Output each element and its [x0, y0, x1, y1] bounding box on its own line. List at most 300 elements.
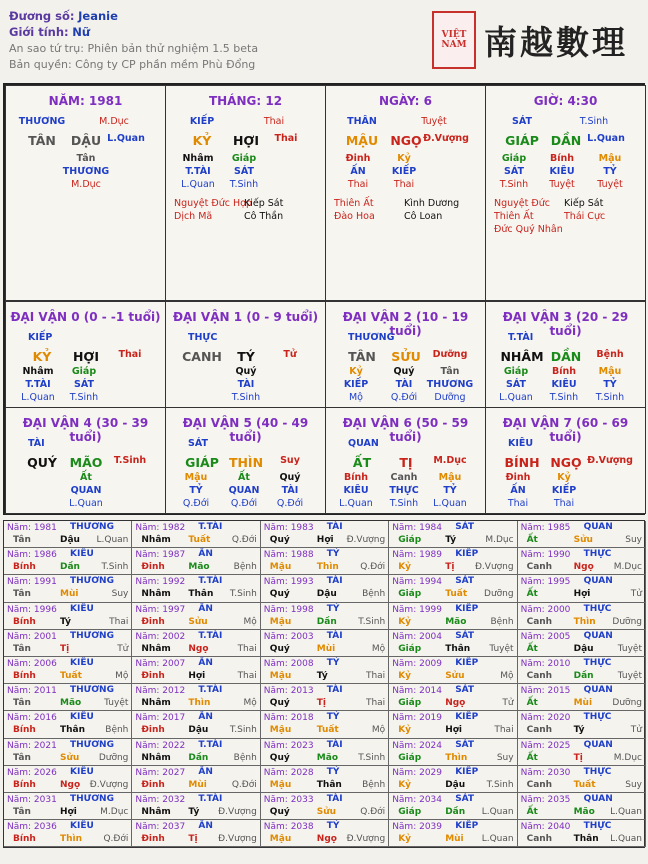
hidden-stage: Q.Đới	[182, 498, 210, 509]
hidden-god: T.TÀI	[25, 379, 51, 390]
year-cell	[261, 739, 389, 766]
year-can: Ất	[526, 752, 538, 763]
year-label: Năm: 2012	[135, 686, 186, 697]
pillar-can-star: KIẾP	[189, 116, 215, 127]
year-chi: Mão	[188, 562, 210, 573]
year-stage: Mộ	[500, 671, 514, 681]
year-stage: Bệnh	[362, 779, 386, 790]
year-stage: L.Quan	[610, 834, 642, 845]
year-stage: Thai	[237, 671, 257, 681]
hidden-god: QUAN	[70, 485, 102, 496]
dai-van-title: ĐẠI VẬN 1 (0 - 9 tuổi)	[172, 310, 319, 324]
year-stage: Dưỡng	[98, 752, 129, 763]
year-can: Giáp	[398, 643, 422, 654]
year-cell	[261, 575, 389, 602]
hidden-stem: Giáp	[71, 366, 97, 377]
year-cell	[132, 657, 260, 684]
pillar-can-star: SÁT	[512, 116, 532, 127]
dai-van-chi: TỊ	[399, 455, 413, 470]
dai-van-god: THỰC	[188, 332, 218, 343]
year-can: Kỷ	[398, 725, 412, 736]
year-stage: Bệnh	[233, 562, 257, 573]
year-chi: Mão	[445, 616, 467, 627]
year-stage: L.Quan	[96, 535, 129, 545]
dai-van-can: KỶ	[32, 349, 52, 364]
year-can: Bính	[13, 671, 36, 681]
year-chi: Sửu	[188, 616, 208, 627]
year-can: Bính	[13, 779, 36, 790]
dai-van-stage: M.Dục	[433, 455, 467, 466]
hidden-god: TỶ	[603, 379, 617, 390]
year-cell	[518, 657, 646, 684]
year-can: Đinh	[141, 725, 165, 736]
year-stage: T.Sinh	[229, 589, 257, 600]
year-stage: Dưỡng	[612, 698, 642, 709]
year-stage: T.Sinh	[358, 616, 386, 627]
year-chi: Dậu	[445, 779, 466, 790]
year-stage: Mộ	[115, 671, 129, 681]
year-can: Tân	[13, 698, 31, 709]
year-label: Năm: 2023	[263, 740, 314, 751]
year-god: T.TÀI	[198, 630, 223, 641]
year-chi: Hợi	[60, 807, 77, 817]
year-can: Ất	[526, 535, 538, 545]
year-label: Năm: 2036	[7, 822, 57, 833]
year-chi: Mão	[316, 752, 339, 763]
hidden-stem: Giáp	[503, 366, 529, 377]
year-can: Bính	[13, 562, 36, 573]
dai-van-stage: Thai	[118, 349, 142, 360]
hidden-stage: Tuyệt	[549, 179, 575, 190]
year-can: Tân	[13, 643, 31, 654]
hidden-stage: T.Sinh	[229, 179, 259, 190]
year-can: Quý	[269, 643, 290, 654]
pillar-cell	[325, 85, 486, 301]
year-stage: Mộ	[371, 643, 386, 654]
hidden-stem: Mậu	[598, 153, 622, 164]
year-chi: Tý	[573, 725, 585, 736]
special-star: Đào Hoa	[334, 211, 375, 222]
year-god: THỰC	[583, 658, 612, 668]
year-god: KIÊU	[70, 712, 94, 723]
pillar-can-star: THÂN	[347, 116, 377, 127]
special-star: Cô Loan	[404, 211, 443, 222]
year-stage: T.Sinh	[486, 779, 514, 790]
year-god: SÁT	[455, 794, 475, 804]
year-chi: Mùi	[573, 698, 593, 709]
year-can: Tân	[13, 589, 31, 600]
year-chi: Thìn	[188, 698, 211, 709]
year-can: Bính	[13, 725, 36, 736]
year-chi: Thân	[316, 779, 342, 790]
special-star: Kiếp Sát	[244, 198, 284, 209]
year-cell	[389, 766, 517, 793]
year-cell	[518, 711, 646, 738]
year-stage: Tuyệt	[104, 698, 129, 709]
hidden-stage: Q.Đới	[390, 392, 418, 403]
year-stage: T.Sinh	[229, 725, 257, 736]
pillar-can: TÂN	[28, 133, 56, 148]
year-cell	[518, 521, 646, 548]
hidden-stem: Kỷ	[349, 366, 363, 377]
year-cell	[132, 820, 260, 847]
year-stage: Q.Đới	[231, 779, 257, 790]
pillar-cell	[165, 85, 326, 301]
pillar-cell	[485, 85, 646, 301]
year-label: Năm: 2037	[135, 822, 186, 833]
hidden-god: QUAN	[228, 485, 260, 496]
hidden-stem: Bính	[551, 366, 577, 377]
year-stage: Bệnh	[233, 752, 257, 763]
year-cell	[261, 711, 389, 738]
dai-van-god: T.TÀI	[508, 332, 534, 343]
pillar-chi-star: T.Sinh	[579, 116, 609, 127]
year-cell	[4, 575, 132, 602]
hidden-stage: T.Sinh	[231, 392, 261, 403]
year-stage: Đ.Vượng	[218, 834, 257, 845]
year-chi: Thân	[445, 643, 471, 654]
year-stage: M.Dục	[613, 562, 642, 573]
year-stage: T.Sinh	[101, 562, 129, 573]
year-chi: Thân	[188, 589, 214, 600]
hidden-stem: Bính	[549, 153, 575, 164]
year-god: THỰC	[583, 766, 612, 777]
year-cell	[389, 793, 517, 820]
year-cell	[4, 548, 132, 575]
year-label: Năm: 2028	[263, 767, 314, 778]
year-chi: Tý	[316, 671, 328, 681]
dai-van-can: GIÁP	[185, 455, 219, 470]
special-star: Nguyệt Đức	[494, 198, 550, 209]
hidden-stem: Mậu	[438, 472, 462, 483]
dai-van-god: THƯƠNG	[348, 332, 395, 343]
year-chi: Tý	[188, 807, 200, 817]
year-can: Kỷ	[398, 834, 412, 845]
year-chi: Tuất	[316, 725, 339, 736]
year-chi: Dậu	[573, 643, 594, 654]
year-cell	[132, 793, 260, 820]
dai-van-god: SÁT	[188, 438, 208, 449]
year-chi: Mão	[573, 807, 595, 817]
year-stage: Q.Đới	[231, 535, 257, 545]
year-god: THỰC	[583, 549, 612, 560]
hidden-stage: T.Sinh	[69, 392, 99, 403]
dai-van-title: ĐẠI VẬN 5 (40 - 49 tuổi)	[182, 416, 309, 444]
year-can: Mậu	[269, 725, 292, 736]
year-stage: Tuyệt	[489, 643, 514, 654]
year-cell	[518, 793, 646, 820]
year-stage: Suy	[111, 589, 129, 600]
year-can: Mậu	[269, 616, 292, 627]
year-god: QUAN	[583, 576, 613, 587]
year-god: T.TÀI	[198, 522, 223, 532]
year-can: Ất	[526, 807, 538, 817]
year-chi: Mùi	[445, 834, 464, 845]
year-chi: Thìn	[316, 562, 339, 573]
year-stage: Tử	[630, 589, 642, 600]
year-label: Năm: 1981	[7, 523, 57, 533]
special-star: Dịch Mã	[174, 211, 213, 222]
year-chi: Tuất	[60, 671, 82, 681]
year-label: Năm: 2019	[392, 713, 442, 724]
year-cell	[4, 820, 132, 847]
dai-van-title: ĐẠI VẬN 4 (30 - 39 tuổi)	[22, 416, 149, 444]
year-god: THƯƠNG	[70, 630, 114, 641]
header-info	[9, 8, 258, 72]
year-label: Năm: 1986	[7, 550, 57, 561]
year-chi: Tuất	[188, 535, 211, 545]
year-stage: Dưỡng	[484, 589, 514, 600]
year-god: SÁT	[455, 576, 475, 587]
year-stage: T.Sinh	[358, 752, 386, 763]
year-stage: Thai	[109, 616, 129, 627]
hidden-stem: Đinh	[505, 472, 531, 483]
year-label: Năm: 2018	[263, 713, 314, 724]
year-label: Năm: 2000	[520, 604, 571, 615]
pillar-chi: DẦN	[550, 133, 582, 148]
pillar-chi-star: Tuyệt	[421, 116, 447, 127]
year-cell	[4, 766, 132, 793]
year-chi: Thân	[573, 834, 599, 845]
hidden-god: THỰC	[389, 485, 419, 496]
year-can: Tân	[13, 752, 31, 763]
year-cell	[389, 521, 517, 548]
year-god: TỶ	[326, 603, 340, 614]
year-label: Năm: 1995	[520, 577, 571, 588]
year-label: Năm: 1991	[7, 577, 57, 588]
year-can: Mậu	[269, 834, 292, 845]
year-stage: Tử	[117, 643, 129, 654]
year-label: Năm: 2038	[263, 822, 314, 833]
year-cell	[4, 711, 132, 738]
year-can: Đinh	[141, 671, 165, 681]
year-cell	[261, 657, 389, 684]
year-cell	[389, 739, 517, 766]
year-god: KIÊU	[70, 766, 94, 777]
hidden-god: TÀI	[237, 379, 255, 390]
year-cell	[4, 630, 132, 657]
year-can: Đinh	[141, 834, 165, 845]
year-chi: Sửu	[316, 807, 337, 817]
year-cell	[518, 575, 646, 602]
year-can: Nhâm	[141, 752, 171, 763]
year-can: Quý	[269, 698, 290, 709]
year-can: Quý	[269, 752, 290, 763]
year-chi: Dần	[573, 671, 594, 681]
year-god: ẤN	[198, 549, 213, 560]
dai-van-title: ĐẠI VẬN 6 (50 - 59 tuổi)	[342, 416, 469, 444]
hidden-stem: Bính	[343, 472, 369, 483]
year-label: Năm: 2020	[520, 713, 571, 724]
hidden-god: TÀI	[395, 379, 413, 390]
year-can: Giáp	[398, 535, 422, 545]
year-god: KIẾP	[455, 658, 479, 668]
year-chi: Ngọ	[188, 643, 209, 654]
dai-van-title: ĐẠI VẬN 3 (20 - 29 tuổi)	[502, 310, 629, 338]
year-label: Năm: 2003	[263, 631, 314, 642]
year-cell	[389, 575, 517, 602]
dai-van-stage: Bệnh	[596, 349, 624, 360]
year-god: TỶ	[326, 821, 340, 832]
year-god: QUAN	[583, 522, 613, 532]
year-stage: L.Quan	[481, 834, 514, 845]
hidden-stage: L.Quan	[339, 498, 373, 509]
year-chi: Mão	[60, 698, 82, 709]
special-star: Thiên Ất	[334, 198, 374, 209]
dai-van-cell	[325, 407, 486, 514]
year-god: ẤN	[198, 766, 213, 777]
year-god: SÁT	[455, 522, 475, 532]
year-can: Bính	[13, 834, 36, 845]
year-cell	[261, 630, 389, 657]
year-label: Năm: 1996	[7, 604, 57, 615]
hidden-god: KIÊU	[343, 485, 369, 496]
year-can: Canh	[526, 562, 553, 573]
year-god: ẤN	[198, 712, 213, 723]
year-god: TÀI	[326, 794, 343, 804]
year-god: TÀI	[326, 739, 343, 750]
hidden-god: ẤN	[510, 485, 526, 496]
hidden-stem: Nhâm	[182, 153, 214, 164]
year-cell	[389, 603, 517, 630]
year-label: Năm: 2034	[392, 795, 442, 805]
year-chi: Dậu	[188, 725, 209, 736]
dai-van-cell	[485, 301, 646, 408]
dai-van-title: ĐẠI VẬN 7 (60 - 69 tuổi)	[502, 416, 629, 444]
dai-van-cell	[325, 301, 486, 408]
year-cell	[261, 548, 389, 575]
year-god: T.TÀI	[198, 739, 223, 750]
year-chi: Ngọ	[60, 779, 81, 790]
year-cell	[132, 766, 260, 793]
pillar-chi-star: M.Dục	[99, 116, 129, 127]
year-god: SÁT	[455, 685, 475, 696]
hidden-god: SÁT	[74, 379, 94, 390]
year-label: Năm: 2014	[392, 686, 442, 697]
hidden-stem: Giáp	[501, 153, 527, 164]
year-cell	[261, 603, 389, 630]
dai-van-title: ĐẠI VẬN 2 (10 - 19 tuổi)	[342, 310, 469, 338]
year-god: TÀI	[326, 522, 343, 532]
year-cell	[389, 711, 517, 738]
year-label: Năm: 1987	[135, 550, 186, 561]
year-god: TÀI	[326, 576, 343, 587]
dai-van-can: CANH	[182, 349, 222, 364]
pillar-stage: Thai	[274, 133, 298, 144]
year-chi: Tý	[60, 616, 71, 627]
year-cell	[132, 630, 260, 657]
year-stage: Tử	[630, 725, 642, 736]
year-god: KIẾP	[455, 603, 479, 614]
year-stage: Thai	[365, 698, 386, 709]
pillar-title: NĂM: 1981	[48, 94, 123, 108]
year-label: Năm: 1984	[392, 523, 442, 533]
year-label: Năm: 1999	[392, 604, 442, 615]
year-cell	[4, 739, 132, 766]
year-can: Giáp	[398, 589, 422, 600]
year-god: TÀI	[326, 630, 343, 641]
year-chi: Dần	[316, 616, 337, 627]
year-can: Canh	[526, 616, 553, 627]
hidden-stage: T.Sinh	[549, 392, 579, 403]
hidden-stem: Quý	[279, 472, 301, 483]
year-can: Canh	[526, 834, 553, 845]
year-can: Nhâm	[141, 698, 171, 709]
hidden-stage: L.Quan	[21, 392, 55, 403]
year-label: Năm: 2031	[7, 795, 57, 805]
year-chi: Tị	[60, 643, 70, 654]
dai-van-chi: NGỌ	[550, 455, 582, 470]
year-god: KIÊU	[70, 603, 94, 614]
year-label: Năm: 1990	[520, 550, 571, 561]
version-info: An sao tứ trụ: Phiên bản thử nghiệm 1.5 beta	[9, 42, 259, 55]
year-stage: L.Quan	[610, 807, 642, 817]
year-can: Giáp	[398, 752, 422, 763]
owner-label: Đương số:	[9, 9, 75, 23]
year-god: KIÊU	[70, 658, 94, 668]
year-label: Năm: 2016	[7, 713, 57, 724]
hidden-god: KIẾP	[391, 166, 417, 177]
dai-van-god: TÀI	[28, 438, 45, 449]
special-star: Kiếp Sát	[564, 198, 604, 209]
logo-text: 南越數理	[484, 22, 628, 62]
year-can: Đinh	[141, 562, 165, 573]
year-cell	[518, 820, 646, 847]
year-cell	[132, 548, 260, 575]
year-cell	[389, 684, 517, 711]
pillar-stage: Đ.Vượng	[423, 133, 469, 144]
hidden-stage: L.Quan	[499, 392, 533, 403]
year-cell	[518, 630, 646, 657]
year-can: Đinh	[141, 616, 165, 627]
dai-van-stage: Dưỡng	[432, 349, 468, 360]
year-god: KIẾP	[455, 549, 479, 560]
year-stage: M.Dục	[100, 807, 129, 817]
year-stage: Đ.Vượng	[346, 535, 386, 545]
year-can: Đinh	[141, 779, 165, 790]
year-stage: Thai	[365, 671, 386, 681]
year-cell	[4, 603, 132, 630]
pillar-chi-star: Thai	[263, 116, 285, 127]
year-god: TỶ	[326, 712, 340, 723]
year-cell	[132, 603, 260, 630]
hidden-god: TỶ	[189, 485, 203, 496]
dai-van-can: NHÂM	[500, 349, 544, 364]
year-chi: Ngọ	[445, 698, 466, 709]
year-label: Năm: 2015	[520, 686, 571, 697]
dai-van-can: BÍNH	[504, 455, 540, 470]
year-stage: Bệnh	[490, 616, 514, 627]
year-label: Năm: 2025	[520, 740, 571, 751]
hidden-god: THƯƠNG	[426, 379, 474, 390]
dai-van-title: ĐẠI VẬN 0 (0 - -1 tuổi)	[10, 310, 161, 324]
dai-van-stage: T.Sinh	[113, 455, 147, 466]
year-cell	[261, 766, 389, 793]
year-god: THƯƠNG	[70, 685, 114, 696]
year-can: Ất	[526, 698, 538, 709]
pillar-stage: L.Quan	[107, 133, 145, 144]
year-stage: Bệnh	[362, 589, 386, 600]
year-label: Năm: 2002	[135, 631, 186, 642]
year-label: Năm: 2040	[520, 822, 571, 833]
year-label: Năm: 2005	[520, 631, 571, 642]
year-chi: Thân	[60, 725, 86, 736]
hidden-stage: Mộ	[348, 392, 363, 403]
year-god: TỶ	[326, 766, 340, 777]
year-stage: L.Quan	[481, 807, 514, 817]
hidden-stage: L.Quan	[181, 179, 215, 190]
year-cell	[132, 521, 260, 548]
